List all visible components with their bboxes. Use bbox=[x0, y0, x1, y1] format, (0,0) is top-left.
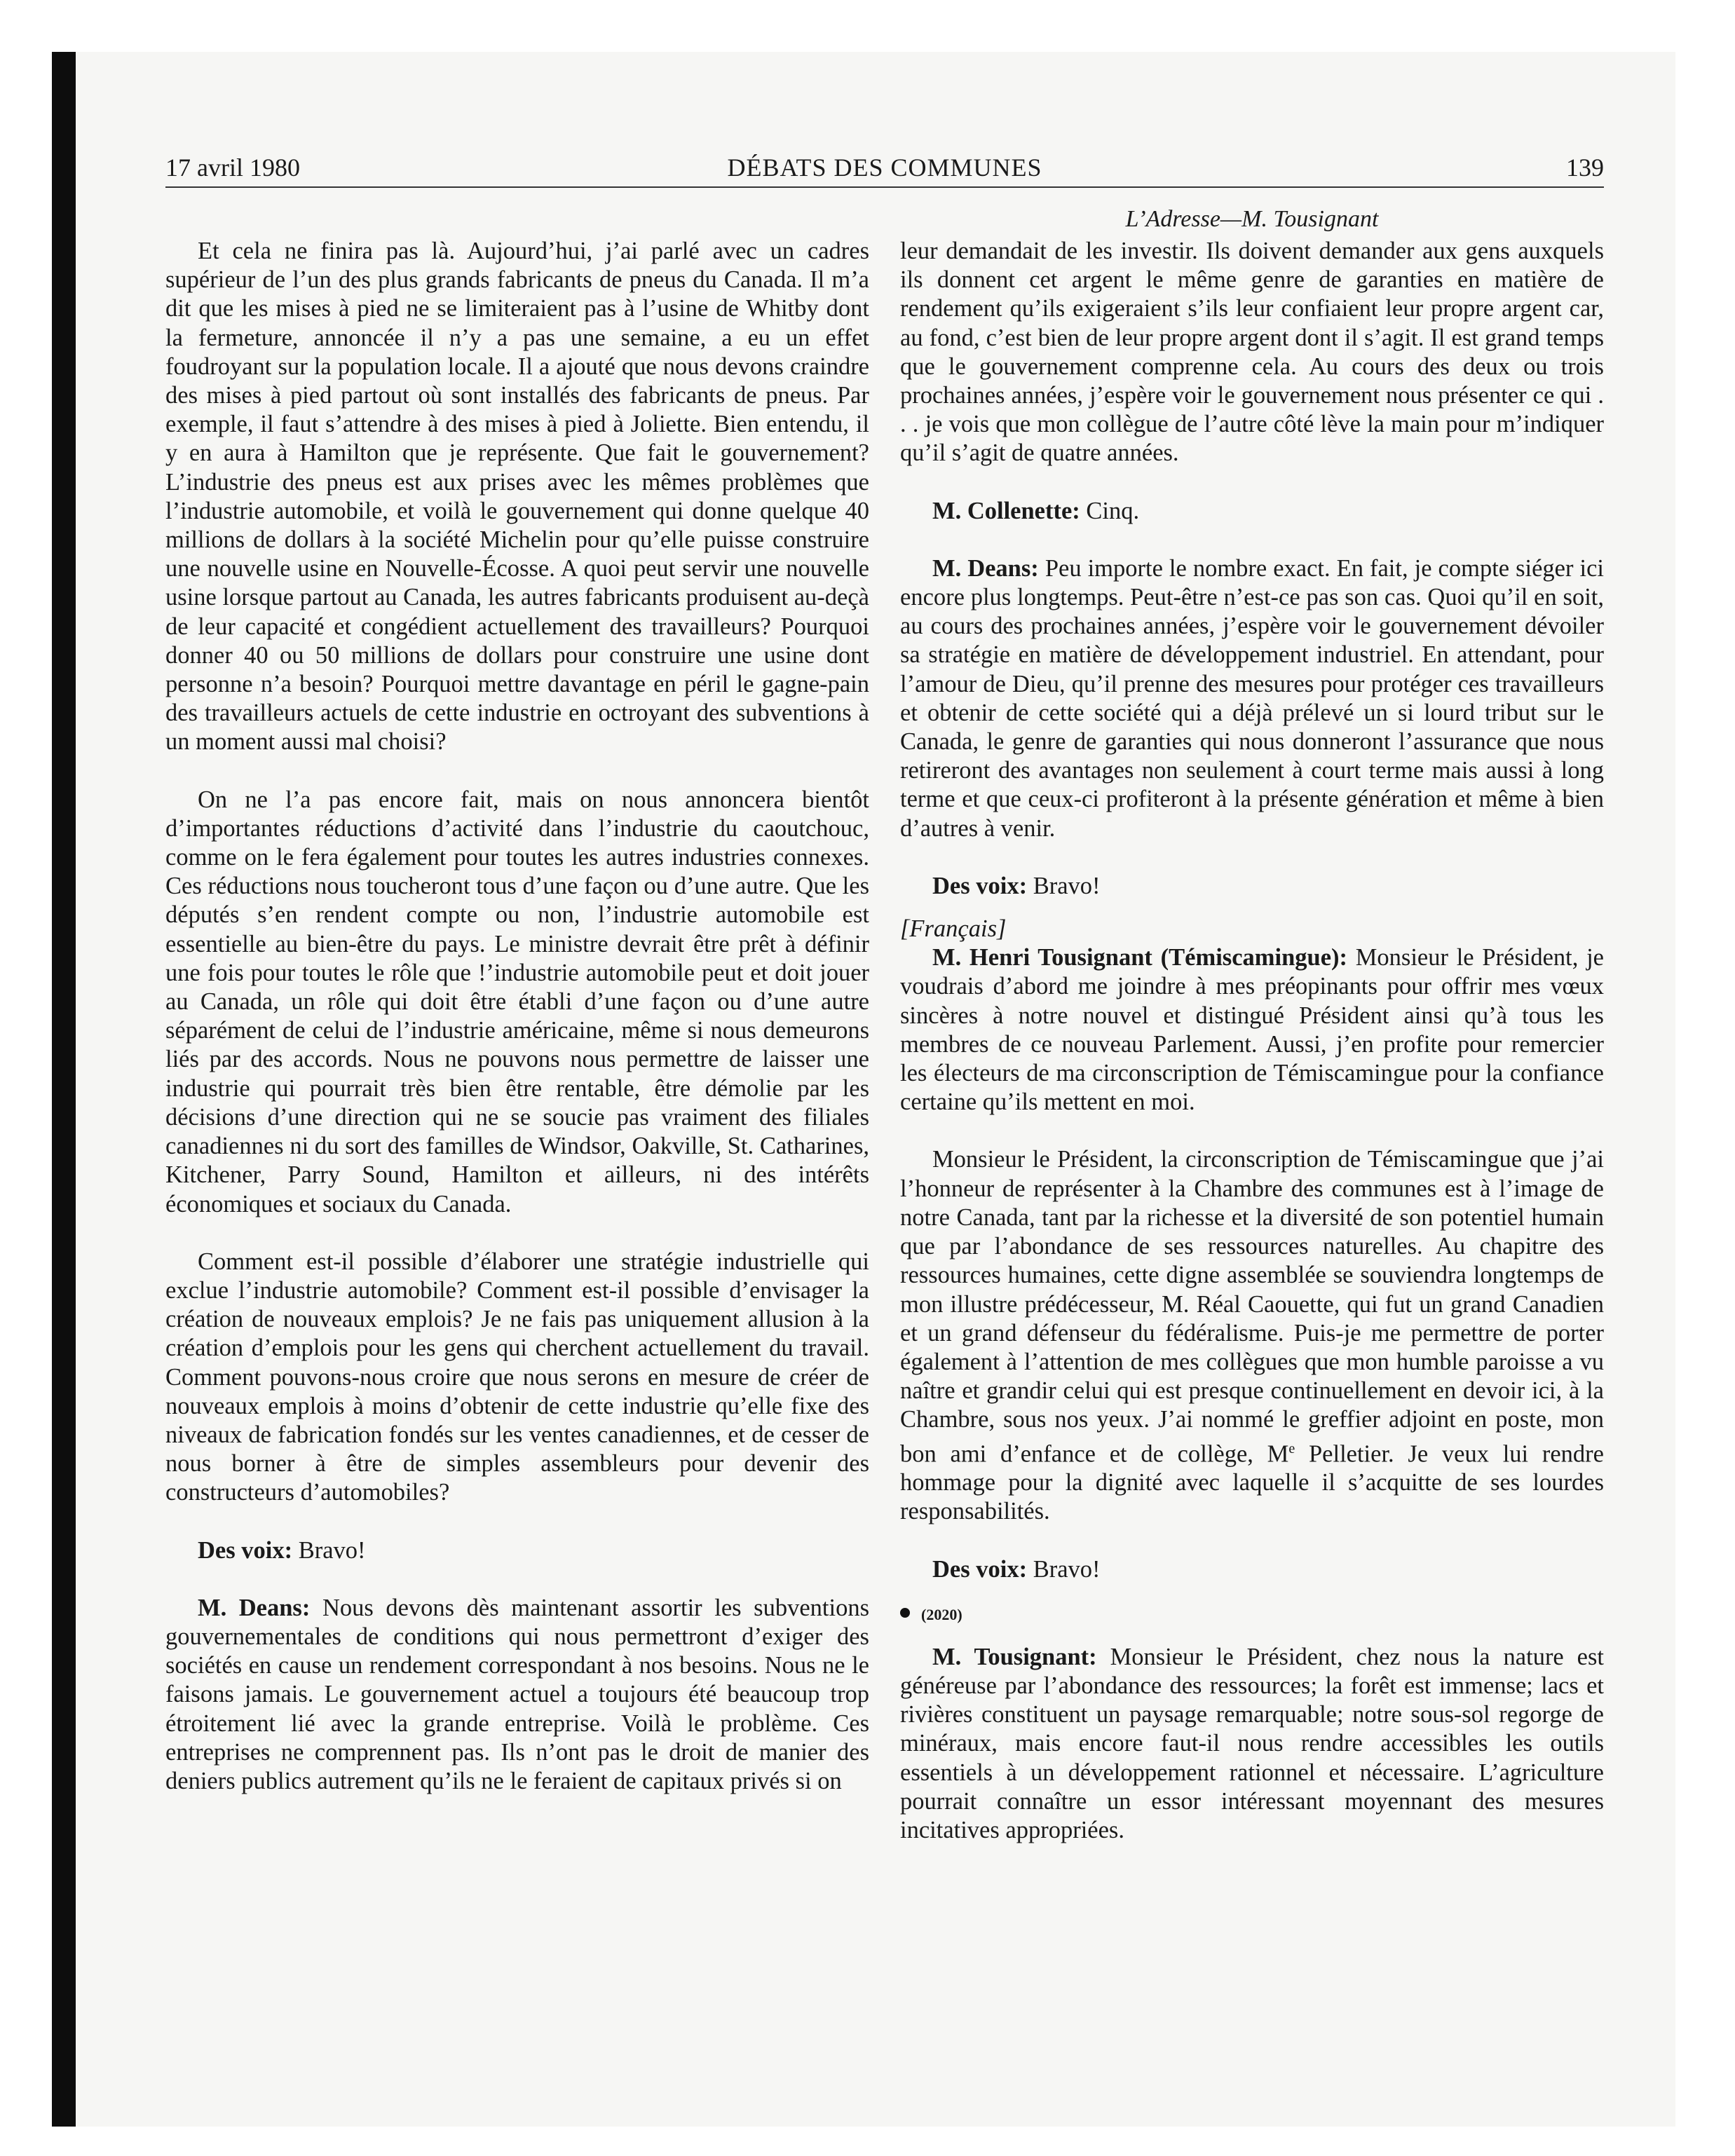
right-column bbox=[900, 202, 1604, 1845]
speech-text: Bravo! bbox=[1027, 872, 1101, 899]
paragraph bbox=[900, 1145, 1604, 1526]
speech-text: Bravo! bbox=[1027, 1555, 1101, 1583]
speaker-name: M. Collenette: bbox=[932, 497, 1080, 524]
speech-text: Monsieur le Président, je voudrais d’abord me joindre à mes préopinants pour offrir mes vœux sincères à notre nouvel et distingué Président ainsi qu’à tous les membres de ce nouveau Parlement. Aussi, j’en profite pour remercier les électeurs de ma circonscription de Témiscamingue pour la confiance certaine qu’ils mettent en moi. bbox=[900, 944, 1604, 1116]
speaker-name: Des voix: bbox=[932, 872, 1028, 899]
bullet-icon bbox=[900, 1608, 910, 1618]
paragraph: On ne l’a pas encore fait, mais on nous annoncera bientôt d’importantes réductions d’activité dans l’industrie du caoutchouc, comme on le fera également pour toutes les autres industries connexes. Ces réductions nous toucheront tous d’une façon ou d’une autre. Que les députés s’en rendent compte ou non, l’industrie automobile est essentielle au bien-être du pays. Le ministre devrait être prêt à définir une fois pour toutes le rôle que !’industrie automobile peut et doit jouer au Canada, un rôle qui doit être établi d’une façon ou d’une autre séparément de celui de l’industrie américaine, même si nous demeurons liés par des accords. Nous ne pouvons nous permettre de laisser une industrie qui pourrait très bien être rentable, être démolie par les décisions d’une direction qui ne se soucie pas vraiment des filiales canadiennes ni du sort des familles de Windsor, Oakville, St. Catharines, Kitchener, Parry Sound, Hamilton et ailleurs, ni des intérêts économiques et sociaux du Canada. bbox=[165, 786, 869, 1217]
paragraph: Comment est-il possible d’élaborer une stratégie industrielle qui exclue l’industrie automobile? Comment est-il possible d’envisager la création de nouveaux emplois? Je ne fais pas uniquement allusion à la création d’emplois pour les gens qui cherchent actuellement du travail. Comment pouvons-nous croire que nous serons en mesure de créer de nouveaux emplois à moins d’obtenir de cette industrie qu’elle fixe des niveaux de fabrication fondés sur les ventes canadiennes, et de cesser de nous borner à être de simples assembleurs pour devenir des constructeurs d’automobiles? bbox=[165, 1248, 869, 1506]
left-column bbox=[165, 237, 869, 1796]
interjection bbox=[900, 872, 1604, 901]
language-marker: [Français] bbox=[900, 915, 1007, 943]
page-header bbox=[165, 149, 1604, 188]
speech bbox=[900, 943, 1604, 1117]
interjection bbox=[900, 497, 1604, 526]
speaker-name: M. Tousignant: bbox=[932, 1643, 1097, 1670]
speech bbox=[900, 554, 1604, 843]
speech-text: Nous devons dès maintenant assortir les subventions gouvernementales de conditions qui nous permettront d’exiger des sociétés en cause un rendement correspondant à nos besoins. Nous ne le faisons jamais. Le gouvernement actuel a toujours été beaucoup trop étroitement lié avec la grande entreprise. Voilà le problème. Ces entreprises ne comprennent pas. Ils n’ont pas le droit de manier des deniers publics autrement qu’ils ne le feraient de capitaux privés si on bbox=[165, 1594, 869, 1794]
speaker-name: M. Henri Tousignant (Témiscamingue): bbox=[932, 944, 1348, 971]
header-page-number: 139 bbox=[1566, 153, 1604, 182]
header-publication: DÉBATS DES COMMUNES bbox=[727, 153, 1042, 182]
superscript: e bbox=[1288, 1440, 1295, 1456]
speech-text: Monsieur le Président, chez nous la nature est généreuse par l’abondance des ressources; la forêt est immense; lacs et rivières constituent un paysage remarquable; notre sous-sol regorge de minéraux, mais encore faut-il nous rendre accessibles les outils essentiels à un développement rationnel et nécessaire. L’agriculture pourrait connaître un essor intéressant moyennant des mesures incitatives appropriées. bbox=[900, 1643, 1604, 1844]
speaker-name: M. Deans: bbox=[932, 554, 1039, 582]
speaker-name: Des voix: bbox=[198, 1536, 293, 1564]
speech bbox=[900, 1643, 1604, 1845]
speech-text: Peu importe le nombre exact. En fait, je compte siéger ici encore plus longtemps. Peut-être n’est-ce pas son cas. Quoi qu’il en soit, au cours des prochaines années, j’espère voir le gouvernement dévoiler sa stratégie en matière de développement industriel. En attendant, pour l’amour de Dieu, qu’il prenne des mesures pour protéger ces travailleurs et obtenir de cette société qui a déjà prélevé un si lourd tribut sur le Canada, le genre de garanties qui nous donneront l’assurance que nous retireront des avantages non seulement à court terme mais aussi à long terme et que ceux-ci profiteront à la présente génération et même à bien d’autres à venir. bbox=[900, 554, 1604, 842]
speech bbox=[165, 1594, 869, 1796]
speech-text: Monsieur le Président, la circonscription de Témiscamingue que j’ai l’honneur de représenter à la Chambre des communes est à l’image de notre Canada, tant par la richesse et la diversité de son potentiel humain que par l’abondance de ses ressources naturelles. Au chapitre des ressources humaines, cette digne assemblée se souviendra longtemps de mon illustre prédécesseur, M. Réal Caouette, qui fut un grand Canadien et un grand défenseur du fédéralisme. Puis-je me permettre de porter également à l’attention de mes collègues que mon humble paroisse a vu naître et grandir celui qui est presque continuellement en devoir ici, à la Chambre, sous nos yeux. J’ai nommé le greffier adjoint en poste, mon bon ami d’enfance et de collège, M bbox=[900, 1146, 1604, 1468]
speaker-name: M. Deans: bbox=[198, 1594, 311, 1621]
header-date: 17 avril 1980 bbox=[165, 153, 300, 182]
interjection bbox=[165, 1536, 869, 1565]
binding-edge bbox=[52, 52, 76, 2127]
speech-text: Cinq. bbox=[1080, 497, 1140, 524]
paragraph: Et cela ne finira pas là. Aujourd’hui, j’ai parlé avec un cadres supérieur de l’un des plus grands fabricants de pneus du Canada. Il m’a dit que les mises à pied ne se limiteraient pas à l’usine de Whitby dont la fermeture, annoncée il n’y a pas une semaine, a eu un effet foudroyant sur la population locale. Il a ajouté que nous devons craindre des mises à pied partout où sont installés des fabricants de pneus. Par exemple, il faut s’attendre à des mises à pied à Joliette. Bien entendu, il y en aura à Hamilton que je représente. Que fait le gouvernement? L’industrie des pneus est aux prises avec les mêmes problèmes que l’industrie automobile, et voilà le gouvernement qui donne quelque 40 millions de dollars à la société Michelin pour qu’elle puisse construire une nouvelle usine en Nouvelle-Écosse. A quoi peut servir une nouvelle usine lorsque partout au Canada, les autres fabricants produisent au-deçà de leur capacité et congédient actuellement des travailleurs? Pourquoi donner 40 ou 50 millions de dollars pour construire une usine dont personne n’a besoin? Pourquoi mettre davantage en péril le gagne-pain des travailleurs actuels de cette industrie en octroyant des subventions à un moment aussi mal choisi? bbox=[165, 238, 869, 756]
speech-text: Pelletier. Je veux lui rendre hommage pour la dignité avec laquelle il s’acquitte de ses lourdes responsabilités. bbox=[900, 1440, 1604, 1525]
time-marker bbox=[900, 1598, 1604, 1629]
paragraph: leur demandait de les investir. Ils doivent demander aux gens auxquels ils donnent cet argent le même genre de garanties en matière de rendement qu’ils exigeraient s’ils leur confiaient leur propre argent car, au fond, c’est bien de leur propre argent dont il s’agit. Il est grand temps que le gouvernement comprenne cela. Au cours des deux ou trois prochaines années, j’espère voir le gouvernement nous présenter ce qui . . . je vois que mon collègue de l’autre côté lève la main pour m’indiquer qu’il s’agit de quatre années. bbox=[900, 238, 1604, 467]
speech-text: Bravo! bbox=[292, 1536, 366, 1564]
interjection bbox=[900, 1555, 1604, 1584]
speaker-name: Des voix: bbox=[932, 1555, 1028, 1583]
running-head: L’Adresse—M. Tousignant bbox=[1125, 206, 1379, 232]
time-stamp: (2020) bbox=[921, 1605, 962, 1623]
